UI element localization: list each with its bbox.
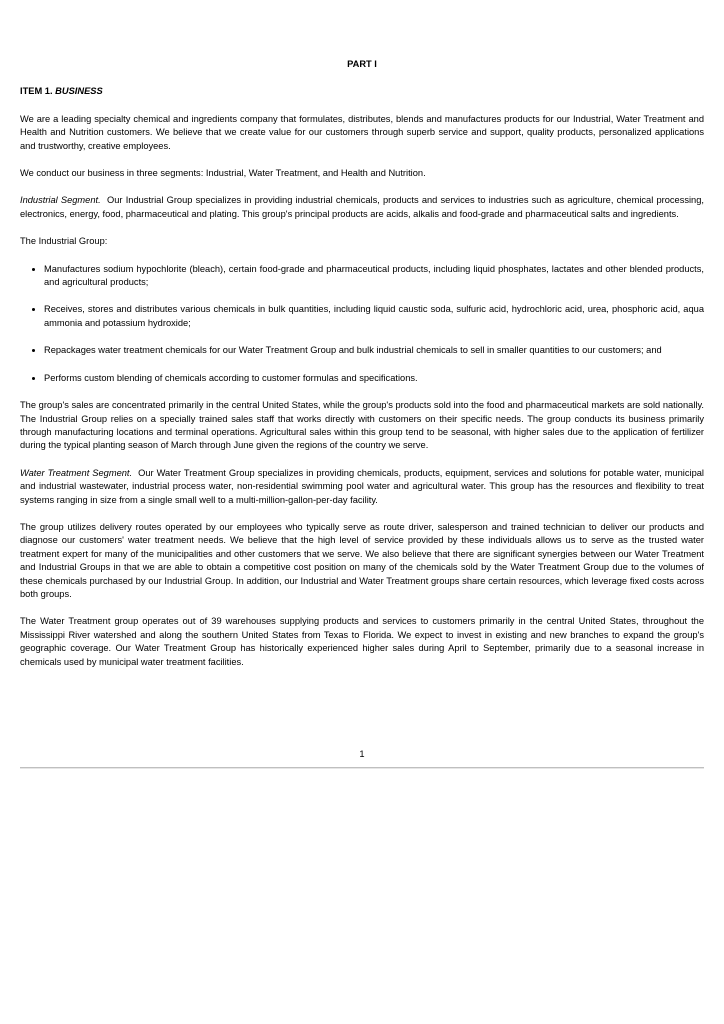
industrial-segment-body: Our Industrial Group specializes in providing industrial chemicals, products and services to industries such as agriculture, chemical processing, electronics, energy, food, pharmaceutical and plating. This group's principal products are acids, alkalis and food-grade and pharmaceutical salts and ingredients. bbox=[20, 195, 704, 219]
water-segment-label: Water Treatment Segment. bbox=[20, 467, 133, 478]
list-item: • Receives, stores and distributes various chemicals in bulk quantities, including liquid caustic soda, sulfuric acid, hydrochloric acid, urea, phosphoric acid, aqua ammonia and potassium hydroxide; bbox=[44, 303, 704, 330]
water-segment-paragraph bbox=[20, 467, 704, 507]
industrial-segment-paragraph bbox=[20, 194, 704, 221]
page-number: 1 bbox=[359, 749, 365, 759]
water-delivery-paragraph: The group utilizes delivery routes operated by our employees who typically serve as route driver, salesperson and trained technician to deliver our products and diagnose our customers' water treatment needs. We believe that the high level of service provided by these individuals allows us to serve as the trusted water treatment expert for many of the municipalities and other customers that we serve. We also believe that there are significant synergies between our Water Treatment and Industrial Groups in that we are able to obtain a competitive cost position on many of the chemicals sold by the Water Treatment Group due to the volumes of these chemicals purchased by our Industrial Group. In addition, our Industrial and Water Treatment groups share certain resources, which leverage fixed costs across both groups. bbox=[20, 521, 704, 599]
document-page bbox=[20, 58, 704, 683]
industrial-group-list bbox=[20, 263, 704, 385]
industrial-group-intro: The Industrial Group: bbox=[20, 236, 108, 247]
industrial-sales-paragraph: The group's sales are concentrated primarily in the central United States, while the group's products sold into the food and pharmaceutical markets are sold nationally. The Industrial Group relies on a specially trained sales staff that works directly with customers on their specific needs. The group conducts its business primarily through manufacturing locations and terminal operations. Agricultural sales within this group tend to be seasonal, with higher sales due to the application of fertilizer during the typical planting season of March through June given the regions of the country we serve. bbox=[20, 400, 704, 451]
list-item: • Repackages water treatment chemicals for our Water Treatment Group and bulk industrial chemicals to sell in smaller quantities to our customers; and bbox=[44, 344, 704, 357]
item-heading bbox=[20, 85, 704, 98]
part-heading: PART I bbox=[347, 59, 377, 69]
water-segment-body: Our Water Treatment Group specializes in providing chemicals, products, equipment, services and solutions for potable water, municipal and industrial wastewater, industrial process water, non-residential swimming pool water and agricultural water. This group has the resources and flexibility to treat systems ranging in size from a single small well to a multi-million-gallon-per-day facility. bbox=[20, 467, 704, 505]
item-title: BUSINESS bbox=[55, 86, 103, 97]
water-warehouses-paragraph: The Water Treatment group operates out of 39 warehouses supplying products and services to customers primarily in the central United States, throughout the Mississippi River watershed and along the southern United States from Texas to Florida. We expect to invest in existing and new branches to expand the group's geographic coverage. Our Water Treatment Group has historically experienced higher sales during April to September, primarily due to a seasonal increase in chemicals used by municipal water treatment facilities. bbox=[20, 616, 704, 667]
page-divider bbox=[20, 767, 704, 769]
list-item: • Performs custom blending of chemicals according to customer formulas and specifications. bbox=[44, 372, 704, 385]
segments-paragraph: We conduct our business in three segments: Industrial, Water Treatment, and Health and Nutrition. bbox=[20, 168, 426, 179]
list-item: • Manufactures sodium hypochlorite (bleach), certain food-grade and pharmaceutical products, including liquid phosphates, lactates and other blended products, and agricultural products; bbox=[44, 263, 704, 290]
industrial-segment-label: Industrial Segment. bbox=[20, 195, 101, 206]
intro-paragraph: We are a leading specialty chemical and ingredients company that formulates, distributes, blends and manufactures products for our Industrial, Water Treatment and Health and Nutrition customers. We believe that we create value for our customers through superb service and support, quality products, personalized applications and trustworthy, creative employees. bbox=[20, 113, 704, 151]
item-number: ITEM 1. bbox=[20, 86, 53, 97]
